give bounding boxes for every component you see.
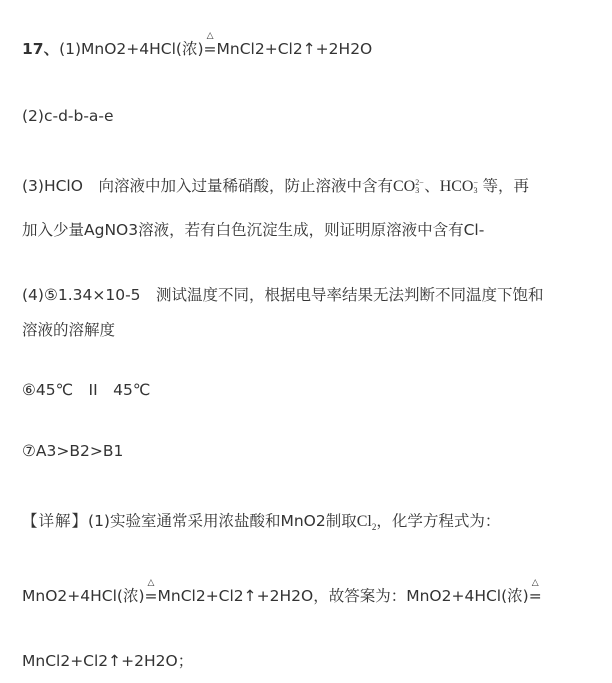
answer-17-part2: (2)c-d-b-a-e bbox=[22, 107, 114, 125]
equation-left: (1)MnO2+4HCl(浓) bbox=[59, 40, 204, 58]
part3-text-a: (3)HClO 向溶液中加入过量稀硝酸，防止溶液中含有 bbox=[22, 177, 393, 195]
carbonate-ion: CO 2− 3 bbox=[392, 178, 424, 195]
answer-17-part1 bbox=[22, 31, 373, 59]
heat-equals-sign-1: △ = bbox=[145, 586, 158, 606]
heat-equals-sign: △ = bbox=[204, 39, 217, 59]
heat-delta-icon-2: △ bbox=[531, 578, 539, 588]
answer-17-part3-line2: 加入少量AgNO3溶液，若有白色沉淀生成，则证明原溶液中含有Cl- bbox=[22, 221, 485, 239]
part3-separator: 、 bbox=[424, 177, 440, 195]
equation-right: MnCl2+Cl2↑+2H2O bbox=[216, 40, 373, 58]
answer-17-part4-line1: (4)⑤1.34×10-5 测试温度不同，根据电导率结果无法判断不同温度下饱和 bbox=[22, 286, 544, 304]
detail-line3: MnCl2+Cl2↑+2H2O； bbox=[22, 652, 194, 670]
detail-text-a: (1)实验室通常采用浓盐酸和MnO2制取 bbox=[88, 512, 357, 530]
detail-equation-middle: MnCl2+Cl2↑+2H2O，故答案为：MnO2+4HCl(浓) bbox=[157, 587, 529, 605]
answer-17-part7: ⑦A3>B2>B1 bbox=[22, 442, 124, 460]
heat-delta-icon: △ bbox=[206, 31, 214, 41]
answer-17-part3-line1 bbox=[22, 176, 529, 197]
chlorine-formula: $Cl_2$ bbox=[356, 513, 377, 532]
heat-equals-sign-2: △ = bbox=[529, 586, 542, 606]
detail-label: 【详解】 bbox=[22, 512, 89, 530]
detail-text-b: ，化学方程式为： bbox=[376, 512, 501, 530]
part3-text-b: 等，再 bbox=[482, 177, 529, 195]
detail-line1 bbox=[22, 511, 500, 537]
detail-line2 bbox=[22, 578, 542, 606]
detail-equation-left: MnO2+4HCl(浓) bbox=[22, 587, 145, 605]
heat-delta-icon-1: △ bbox=[147, 578, 155, 588]
answer-17-part4-line2: 溶液的溶解度 bbox=[22, 321, 116, 339]
question-number: 17、 bbox=[22, 40, 60, 58]
answer-17-part6: ⑥45℃ II 45℃ bbox=[22, 381, 151, 399]
bicarbonate-ion: HCO − 3 bbox=[439, 178, 478, 195]
